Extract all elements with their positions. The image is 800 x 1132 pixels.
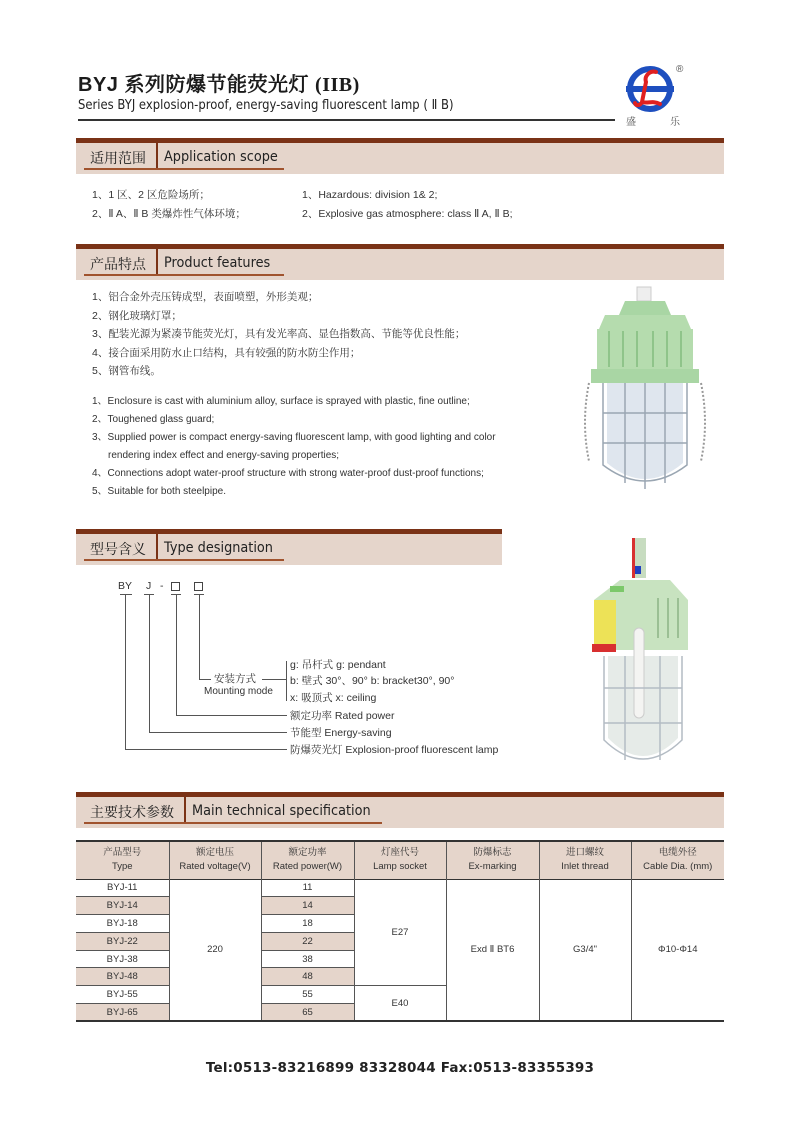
cell-cable-dia: Φ10-Φ14: [631, 879, 724, 1021]
cell-power: 11: [261, 879, 354, 897]
cell-type: BYJ-55: [76, 986, 169, 1004]
cell-type: BYJ-38: [76, 950, 169, 968]
mounting-label-cn: 安装方式: [214, 673, 256, 685]
cell-type: BYJ-65: [76, 1004, 169, 1022]
list-item: 2、Toughened glass guard;: [92, 414, 215, 425]
col-power: 额定功率 Rated power(W): [261, 841, 354, 879]
option-ceiling: x: 吸顶式 x: ceiling: [290, 692, 377, 704]
cell-type: BYJ-48: [76, 968, 169, 986]
cell-power: 55: [261, 986, 354, 1004]
code-by: BY: [118, 580, 133, 592]
cell-socket-e40: E40: [354, 986, 446, 1022]
label-rated-power: 额定功率 Rated power: [290, 710, 395, 722]
list-item: 2、Explosive gas atmosphere: class Ⅱ A, Ⅱ B;: [302, 207, 513, 220]
cell-type: BYJ-14: [76, 897, 169, 915]
table-row: [76, 879, 724, 897]
list-item: 1、铝合金外壳压铸成型，表面喷塑，外形美观；: [92, 291, 319, 303]
cell-socket-e27: E27: [354, 879, 446, 986]
contact-footer: Tel:0513-83216899 83328044 Fax:0513-83355393: [205, 1060, 595, 1076]
page-subtitle: Series BYJ explosion-proof, energy-saving fluorescent lamp ( Ⅱ B): [78, 97, 454, 113]
cell-power: 48: [261, 968, 354, 986]
section-header-spec: [76, 792, 724, 828]
title-text: BYJ 系列防爆节能荧光灯: [78, 74, 316, 96]
list-item: 3、Supplied power is compact energy-saving fluorescent lamp, with good lighting and color: [92, 432, 496, 443]
logo-char-right: 乐: [670, 117, 680, 128]
col-voltage: 额定电压 Rated voltage(V): [169, 841, 261, 879]
code-box-mounting: [194, 582, 203, 591]
label-lamp: 防爆荧光灯 Explosion-proof fluorescent lamp: [290, 744, 499, 756]
section-title-en: Main technical specification: [192, 803, 371, 819]
section-divider: [184, 797, 186, 823]
option-bracket: b: 壁式 30°、90° b: bracket30°, 90°: [290, 675, 455, 687]
list-item: 3、配装光源为紧凑节能荧光灯，具有发光率高、显色指数高、节能等优良性能；: [92, 328, 466, 340]
list-item: 5、钢管布线。: [92, 365, 161, 377]
list-item: 5、Suitable for both steelpipe.: [92, 486, 226, 497]
list-item: 1、1 区、2 区危险场所；: [92, 189, 210, 201]
section-title-cn: 主要技术参数: [90, 804, 174, 820]
logo-char-left: 盛: [626, 117, 636, 128]
section-underline: [84, 822, 382, 824]
list-item: 1、Enclosure is cast with aluminium alloy, surface is sprayed with plastic, fine outline;: [92, 396, 470, 407]
title-class: (IIB): [315, 74, 360, 96]
registered-mark: ®: [676, 64, 684, 75]
cell-ex-marking: Exd Ⅱ BT6: [446, 879, 539, 1021]
spec-table: [76, 840, 724, 1022]
cell-power: 22: [261, 932, 354, 950]
label-energy-saving: 节能型 Energy-saving: [290, 727, 392, 739]
list-item: 2、Ⅱ A、Ⅱ B 类爆炸性气体环境；: [92, 207, 246, 220]
cell-power: 18: [261, 915, 354, 933]
cell-type: BYJ-18: [76, 915, 169, 933]
list-item: rendering index effect and energy-saving properties;: [108, 450, 340, 461]
cell-inlet-thread: G3/4": [539, 879, 631, 1021]
section-title-en: Product features: [164, 255, 271, 271]
code-dash: -: [160, 580, 164, 592]
col-ex-marking: 防爆标志 Ex-marking: [446, 841, 539, 879]
section-title-cn: 适用范围: [90, 150, 146, 166]
col-socket: 灯座代号 Lamp socket: [354, 841, 446, 879]
cell-power: 14: [261, 897, 354, 915]
option-pendant: g: 吊杆式 g: pendant: [290, 659, 386, 671]
col-type: 产品型号 Type: [76, 841, 169, 879]
code-box-power: [171, 582, 180, 591]
col-inlet-thread: 进口螺纹 Inlet thread: [539, 841, 631, 879]
section-title-en: Application scope: [164, 149, 278, 165]
list-item: 4、Connections adopt water-proof structure with strong water-proof dust-proof functions;: [92, 468, 484, 479]
section-title-cn: 型号含义: [90, 541, 146, 557]
list-item: 4、接合面采用防水止口结构，具有较强的防水防尘作用；: [92, 346, 361, 359]
cell-power: 38: [261, 950, 354, 968]
lamp-cutaway-diagram: [580, 538, 705, 773]
cell-power: 65: [261, 1004, 354, 1022]
mounting-label-en: Mounting mode: [204, 686, 273, 697]
list-item: 1、Hazardous: division 1& 2;: [302, 189, 438, 201]
section-title-cn: 产品特点: [90, 256, 146, 272]
section-title-en: Type designation: [164, 540, 273, 556]
table-header-row: [76, 841, 724, 879]
cell-type: BYJ-11: [76, 879, 169, 897]
cell-voltage: 220: [169, 879, 261, 1021]
col-cable-dia: 电缆外径 Cable Dia. (mm): [631, 841, 724, 879]
code-j: J: [146, 580, 152, 592]
cell-type: BYJ-22: [76, 932, 169, 950]
list-item: 2、钢化玻璃灯罩；: [92, 309, 182, 322]
